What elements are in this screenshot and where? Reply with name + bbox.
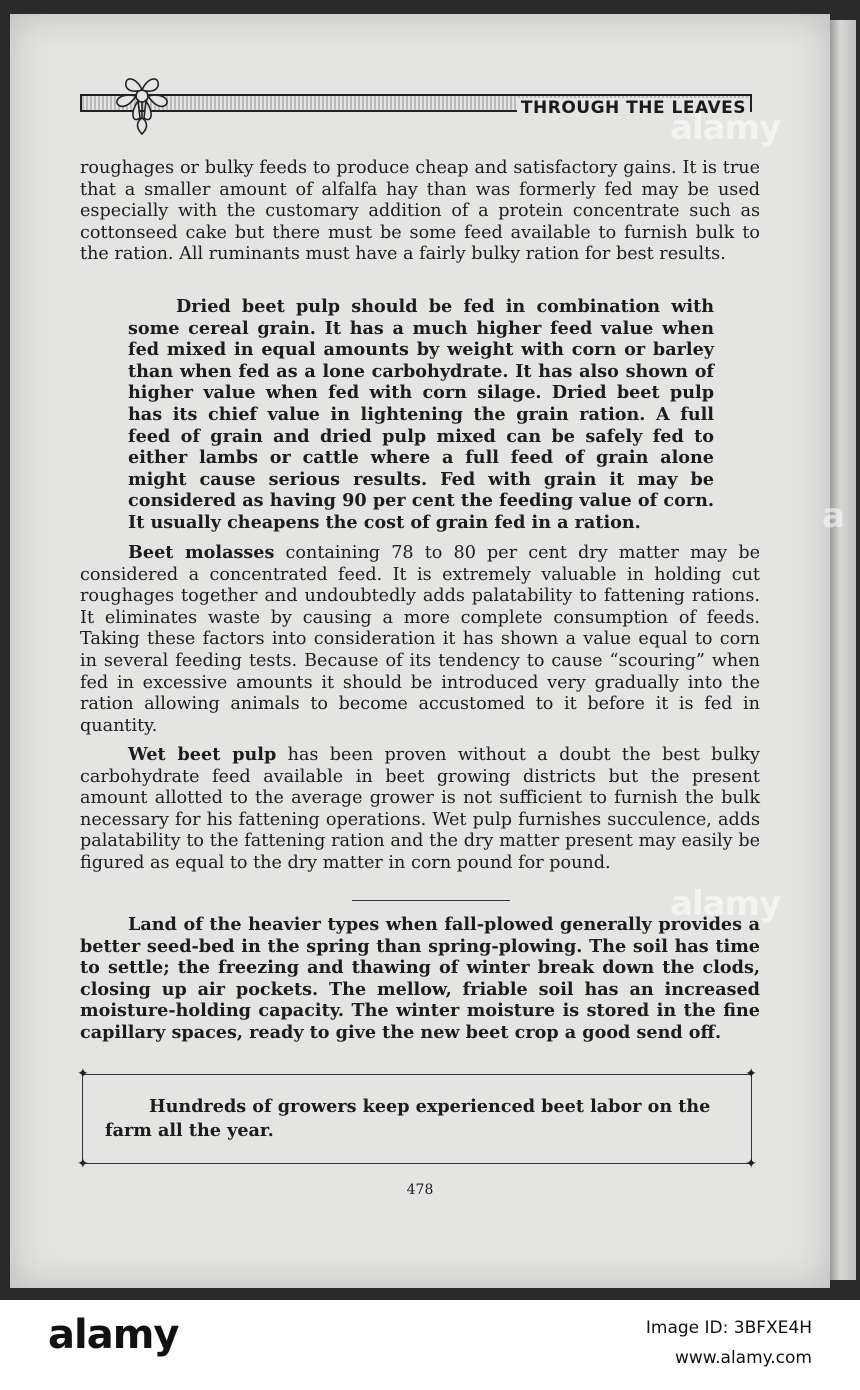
- wet-beet-pulp-body: has been proven without a doubt the best bulky carbohydrate feed available in beet growing districts but the present amount allotted to the average grower is not sufficient to furnish the bulk necessary for his fattening operations. Wet pulp furnishes succulence, adds palatability to the fattening ration and the dry matter present may easily be figured as equal to the dry matter in corn pound for pound.: [80, 745, 760, 873]
- box-corner-bottom-right-icon: ✦: [745, 1156, 757, 1172]
- callout-box: [77, 1066, 757, 1172]
- page-header: [72, 80, 756, 124]
- paragraph-dried-beet-pulp: Dried beet pulp should be fed in combination with some cereal grain. It has a much higher feed value when fed mixed in equal amounts by weight with corn or barley than when fed as a lone carbohydrate. It has also shown of higher value when fed with corn silage. Dried beet pulp has its chief value in lightening the grain ration. A full feed of grain and dried pulp mixed can be safely fed to either lambs or cattle where a full feed of grain alone might cause serious results. Fed with grain it may be considered as having 90 per cent the feeding value of corn. It usually cheapens the cost of grain fed in a ration.: [128, 296, 714, 533]
- book-page: [10, 14, 830, 1288]
- paragraph-fall-plowing: Land of the heavier types when fall-plowed generally provides a better seed-bed in the spring than spring-plowing. The soil has time to settle; the freezing and thawing of winter break down the clods, closing up air pockets. The mellow, friable soil has an increased moisture-holding capacity. The winter moisture is stored in the fine capillary spaces, ready to give the new beet crop a good send off.: [80, 914, 760, 1043]
- watermark: a: [822, 496, 844, 536]
- box-corner-top-right-icon: ✦: [745, 1066, 757, 1082]
- footer-image-id: Image ID: 3BFXE4H: [645, 1318, 812, 1338]
- watermark: alamy: [670, 884, 781, 924]
- footer-logo: alamy: [48, 1312, 179, 1358]
- watermark: alamy: [670, 108, 781, 148]
- flower-ornament-icon: [102, 72, 182, 138]
- beet-molasses-lead: Beet molasses: [128, 542, 275, 563]
- beet-molasses-body: containing 78 to 80 per cent dry matter may be considered a concentrated feed. It is extremely valuable in holding cut roughages together and undoubtedly adds palatability to fattening rations. It eliminates waste by causing a more complete consumption of feeds. Taking these factors into consideration it has shown a value equal to corn in several feeding tests. Because of its tendency to cause “scouring” when fed in excessive amounts it should be introduced very gradually into the ration allowing animals to become accustomed to it before it is fed in quantity.: [80, 543, 760, 736]
- paragraph-wet-beet-pulp: [80, 744, 760, 875]
- paragraph-beet-molasses: [80, 542, 760, 737]
- box-corner-top-left-icon: ✦: [77, 1066, 89, 1082]
- paragraph-roughages: roughages or bulky feeds to produce cheap and satisfactory gains. It is true that a smaller amount of alfalfa hay than was formerly fed may be used especially with the customary addition of a protein concentrate such as cottonseed cake but there must be some feed available to furnish bulk to the ration. All ruminants must have a fairly bulky ration for best results.: [80, 158, 760, 265]
- stock-footer: [0, 1300, 860, 1390]
- box-corner-bottom-left-icon: ✦: [77, 1156, 89, 1172]
- page-edge: [830, 20, 856, 1280]
- running-title: THROUGH THE LEAVES: [517, 98, 750, 118]
- wet-beet-pulp-lead: Wet beet pulp: [128, 744, 277, 765]
- page-number: 478: [406, 1182, 434, 1198]
- footer-url: www.alamy.com: [674, 1348, 812, 1368]
- callout-text: Hundreds of growers keep experienced beet labor on the farm all the year.: [105, 1096, 711, 1141]
- section-divider: [352, 900, 510, 901]
